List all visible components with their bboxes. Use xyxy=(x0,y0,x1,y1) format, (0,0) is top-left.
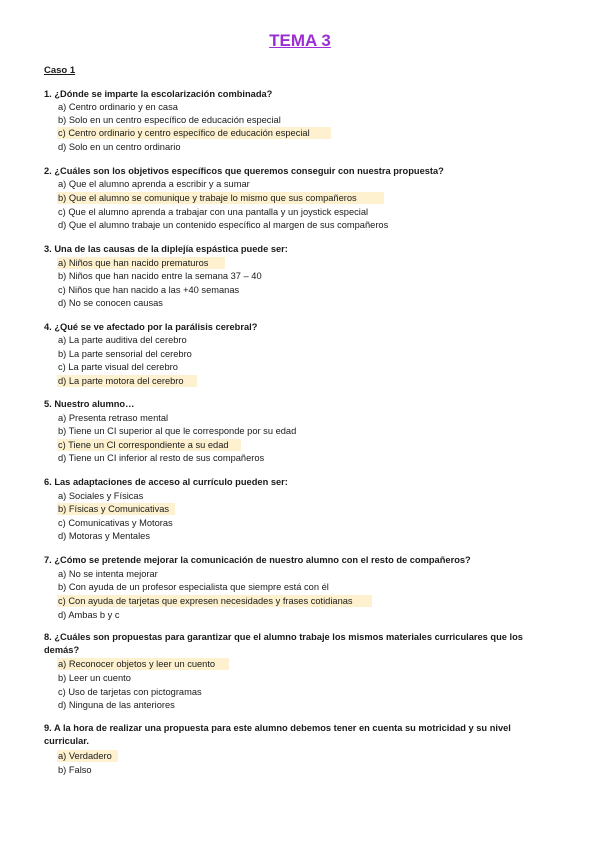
option-6d: d) Motoras y Mentales xyxy=(58,531,150,541)
option-6c: c) Comunicativas y Motoras xyxy=(58,518,173,528)
option-5d: d) Tiene un CI inferior al resto de sus compañeros xyxy=(58,453,265,463)
question-6: 6. Las adaptaciones de acceso al currículo pueden ser: xyxy=(44,477,288,487)
case-label: Caso 1 xyxy=(44,65,76,76)
question-7: 7. ¿Cómo se pretende mejorar la comunicación de nuestro alumno con el resto de compañeros? xyxy=(44,555,471,565)
page-title: TEMA 3 xyxy=(269,31,331,50)
option-5b: b) Tiene un CI superior al que le corresponde por su edad xyxy=(58,426,297,436)
question-8: 8. ¿Cuáles son propuestas para garantizar que el alumno trabaje los mismos materiales curriculares que los demás? xyxy=(44,632,523,655)
question-9: 9. A la hora de realizar una propuesta para este alumno debemos tener en cuenta su motricidad y su nivel curricular. xyxy=(44,723,511,746)
option-7a: a) No se intenta mejorar xyxy=(58,569,158,579)
option-6b-correct: b) Físicas y Comunicativas xyxy=(58,504,170,514)
option-3d: d) No se conocen causas xyxy=(58,298,163,308)
option-1c-correct: c) Centro ordinario y centro específico de educación especial xyxy=(58,128,310,138)
question-5: 5. Nuestro alumno… xyxy=(44,399,135,409)
option-8a-correct: a) Reconocer objetos y leer un cuento xyxy=(58,659,216,669)
option-1b: b) Solo en un centro específico de educación especial xyxy=(58,115,281,125)
option-1a: a) Centro ordinario y en casa xyxy=(58,102,178,112)
option-7c-correct: c) Con ayuda de tarjetas que expresen necesidades y frases cotidianas xyxy=(58,596,353,606)
option-8d: d) Ninguna de las anteriores xyxy=(58,700,175,710)
question-3: 3. Una de las causas de la diplejía espástica puede ser: xyxy=(44,244,288,254)
option-2a: a) Que el alumno aprenda a escribir y a sumar xyxy=(58,179,250,189)
question-4: 4. ¿Qué se ve afectado por la parálisis cerebral? xyxy=(44,322,258,332)
option-1d: d) Solo en un centro ordinario xyxy=(58,142,181,152)
option-9a-correct: a) Verdadero xyxy=(58,751,112,761)
option-7b: b) Con ayuda de un profesor especialista que siempre está con él xyxy=(58,582,329,592)
option-9b: b) Falso xyxy=(58,765,92,775)
option-4a: a) La parte auditiva del cerebro xyxy=(58,335,187,345)
option-4b: b) La parte sensorial del cerebro xyxy=(58,349,192,359)
option-2c: c) Que el alumno aprenda a trabajar con una pantalla y un joystick especial xyxy=(58,207,369,217)
option-6a: a) Sociales y Físicas xyxy=(58,491,144,501)
option-5c-correct: c) Tiene un CI correspondiente a su edad xyxy=(58,440,229,450)
option-2b-correct: b) Que el alumno se comunique y trabaje lo mismo que sus compañeros xyxy=(58,193,357,203)
option-3b: b) Niños que han nacido entre la semana 37 – 40 xyxy=(58,271,262,281)
option-3a-correct: a) Niños que han nacido prematuros xyxy=(58,258,209,268)
question-2: 2. ¿Cuáles son los objetivos específicos que queremos conseguir con nuestra propuesta? xyxy=(44,166,444,176)
option-3c: c) Niños que han nacido a las +40 semanas xyxy=(58,285,240,295)
question-1: 1. ¿Dónde se imparte la escolarización combinada? xyxy=(44,89,273,99)
option-8b: b) Leer un cuento xyxy=(58,673,131,683)
option-2d: d) Que el alumno trabaje un contenido específico al margen de sus compañeros xyxy=(58,220,389,230)
option-8c: c) Uso de tarjetas con pictogramas xyxy=(58,687,202,697)
option-7d: d) Ambas b y c xyxy=(58,610,120,620)
option-4d-correct: d) La parte motora del cerebro xyxy=(58,376,184,386)
option-5a: a) Presenta retraso mental xyxy=(58,413,169,423)
option-4c: c) La parte visual del cerebro xyxy=(58,362,178,372)
